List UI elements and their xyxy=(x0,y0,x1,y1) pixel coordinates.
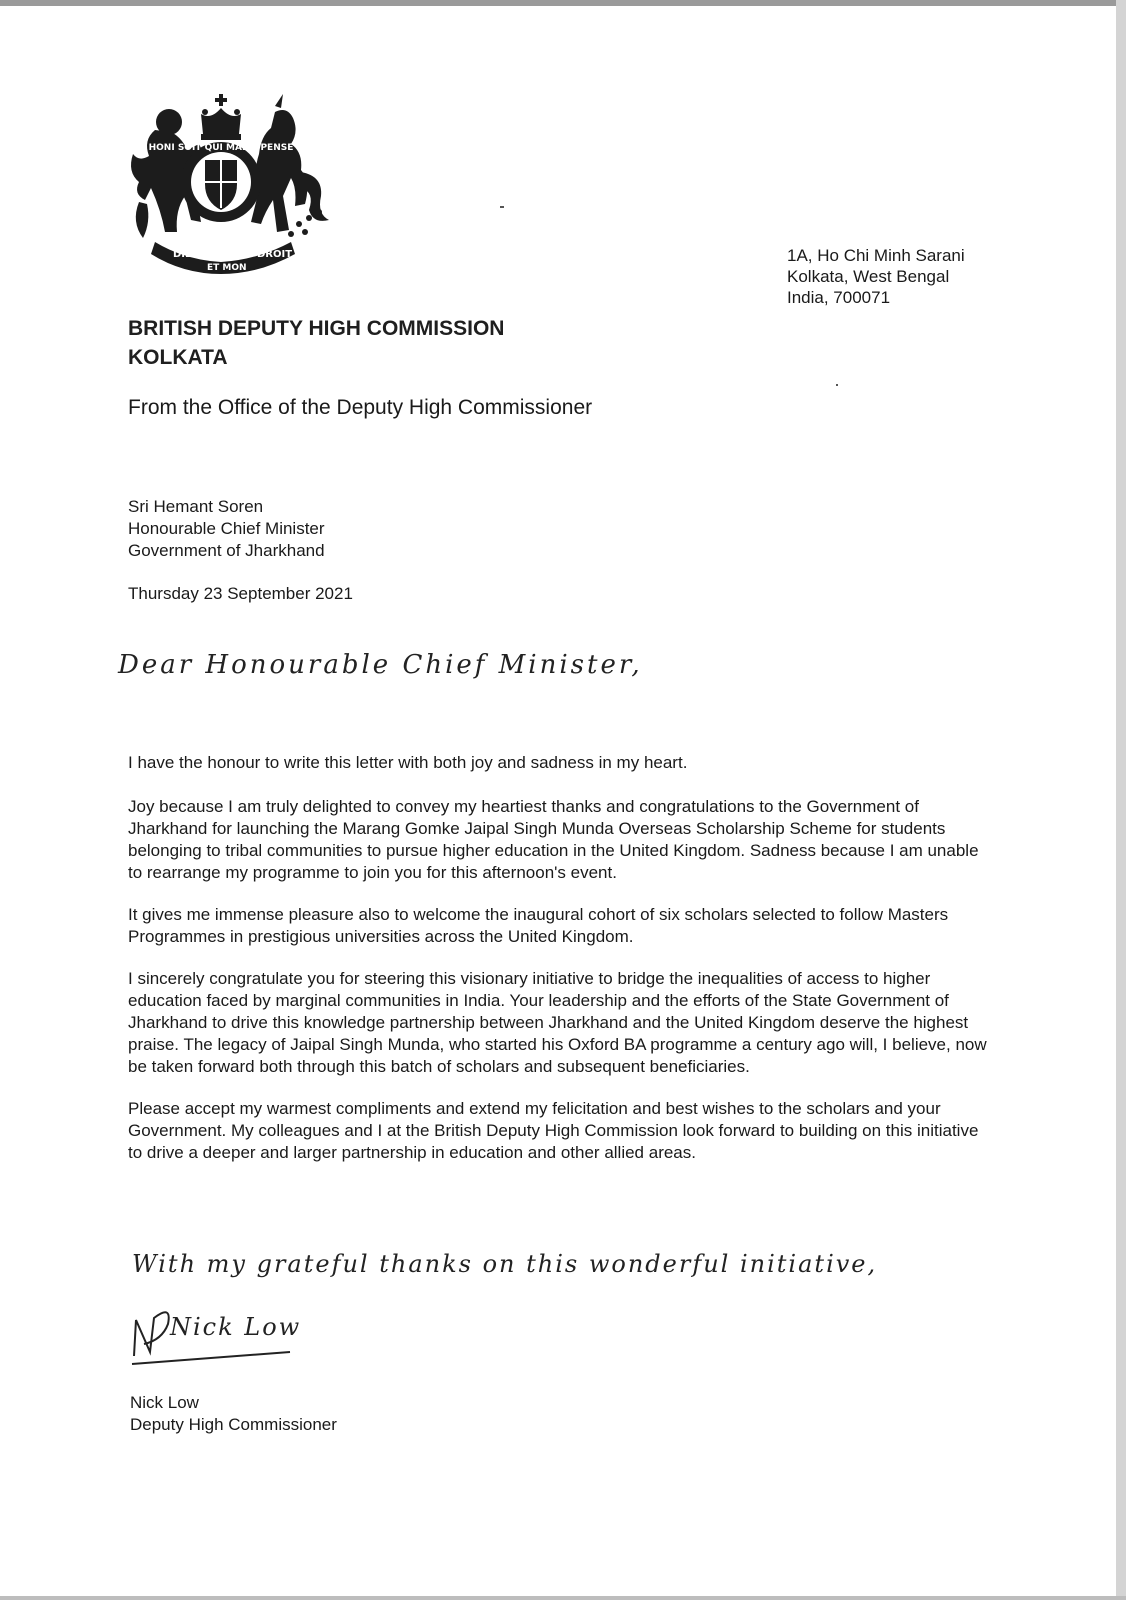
scan-bottom-border xyxy=(0,1596,1126,1600)
office-name: BRITISH DEPUTY HIGH COMMISSION xyxy=(128,317,505,340)
sender-address xyxy=(787,245,965,308)
office-heading xyxy=(128,314,504,372)
garter-motto: HONI SOIT QUI MAL Y PENSE xyxy=(148,143,294,153)
paragraph: I have the honour to write this letter with both joy and sadness in my heart. xyxy=(128,753,688,772)
scan-top-border xyxy=(0,0,1126,6)
handwritten-salutation: Dear Honourable Chief Minister, xyxy=(118,650,643,680)
recipient-name: Sri Hemant Soren xyxy=(128,497,264,516)
paragraph: I sincerely congratulate you for steering this visionary initiative to bridge the inequalities of access to higher education faced by marginal communities in India. Your leadership and the efforts of the State Government of Jharkhand to drive this knowledge partnership between Jharkhand and the United Kingdom deserve the highest praise. The legacy of Jaipal Singh Munda, who started his Oxford BA programme a century ago will, I believe, now be taken forward both through this batch of scholars and subsequent beneficiaries. xyxy=(128,969,987,1076)
recipient-title: Honourable Chief Minister xyxy=(128,519,325,538)
paragraph: Please accept my warmest compliments and extend my felicitation and best wishes to the scholars and your Government. My colleagues and I at the British Deputy High Commission look forward to building on this initiative to drive a deeper and larger partnership in education and other allied areas. xyxy=(128,1099,979,1162)
signer-name: Nick Low xyxy=(130,1393,199,1412)
address-line: Kolkata, West Bengal xyxy=(787,267,950,286)
paragraph: Joy because I am truly delighted to convey my heartiest thanks and congratulations to the Government of Jharkhand for launching the Marang Gomke Jaipal Singh Munda Overseas Scholarship Scheme for students belonging to tribal communities to pursue higher education in the United Kingdom. Sadness because I am unable to rearrange my programme to join you for this afternoon's event. xyxy=(128,797,979,882)
recipient-block xyxy=(128,496,325,562)
scan-speck xyxy=(836,384,838,386)
signer-block xyxy=(130,1392,337,1436)
recipient-org: Government of Jharkhand xyxy=(128,541,325,560)
handwritten-signature: Nick Low xyxy=(170,1313,302,1341)
scan-right-border xyxy=(1116,0,1126,1600)
svg-text:ET MON: ET MON xyxy=(207,263,247,273)
address-line: India, 700071 xyxy=(787,288,891,307)
paragraph: It gives me immense pleasure also to welcome the inaugural cohort of six scholars selected to follow Masters Programmes in prestigious universities across the United Kingdom. xyxy=(128,905,949,946)
letter-body xyxy=(128,752,988,1184)
royal-coat-of-arms-logo xyxy=(125,92,337,274)
address-line: 1A, Ho Chi Minh Sarani xyxy=(787,246,965,265)
handwritten-closing: With my grateful thanks on this wonderful initiative, xyxy=(132,1250,878,1278)
crown-icon xyxy=(201,94,241,140)
svg-text:DROIT: DROIT xyxy=(257,249,293,260)
unicorn-icon xyxy=(251,94,329,237)
motto-scroll xyxy=(151,242,295,274)
scan-speck xyxy=(500,206,504,208)
svg-text:DIEU: DIEU xyxy=(173,249,200,260)
letter-date: Thursday 23 September 2021 xyxy=(128,584,353,603)
from-line: From the Office of the Deputy High Commissioner xyxy=(128,396,593,419)
signer-title: Deputy High Commissioner xyxy=(130,1415,337,1434)
office-city: KOLKATA xyxy=(128,346,228,369)
